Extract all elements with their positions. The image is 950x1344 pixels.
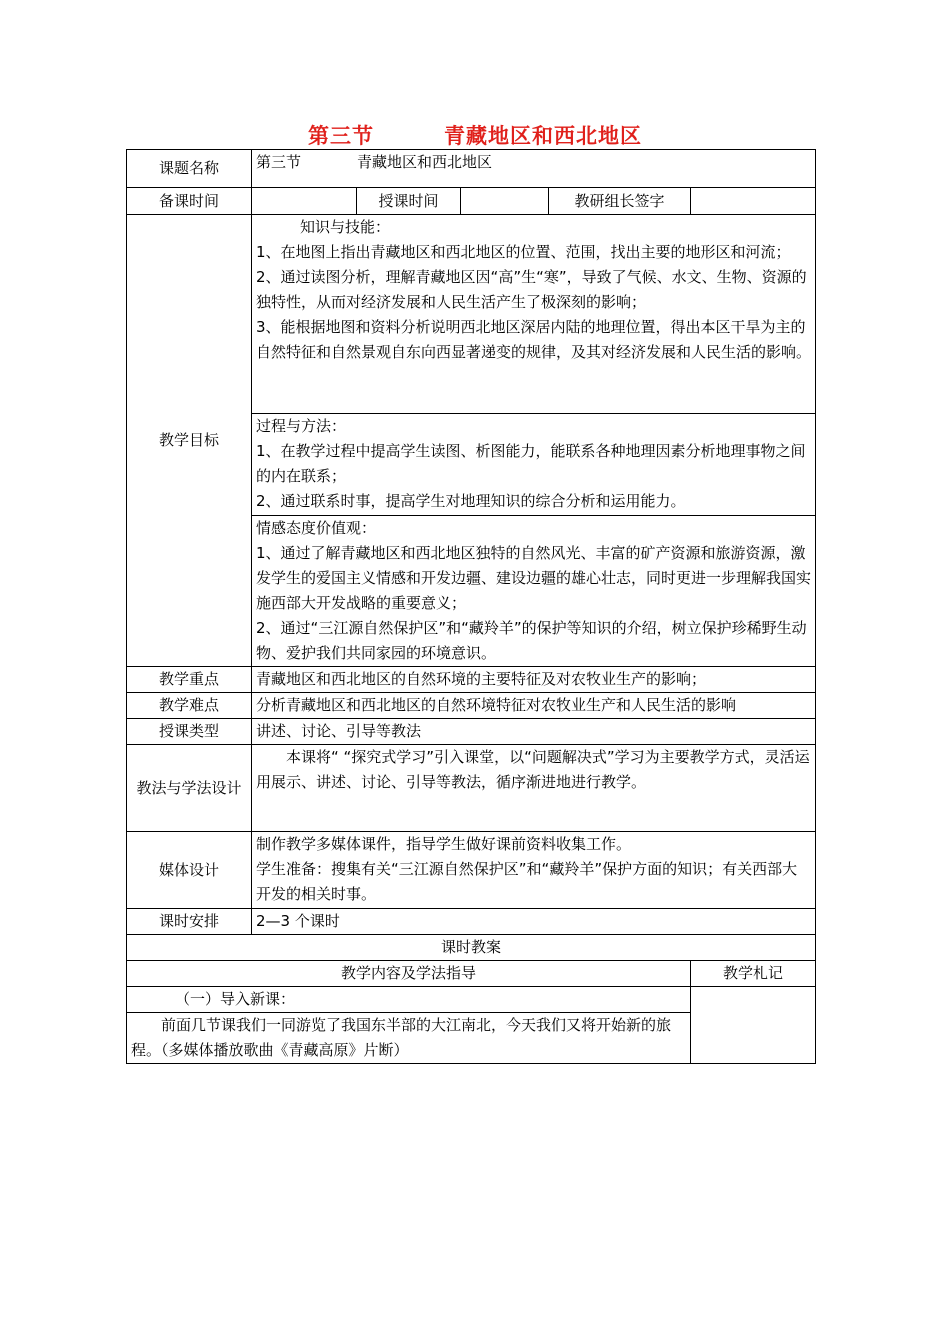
schedule-value: 2—3 个课时: [252, 909, 816, 935]
process-heading: 过程与方法：: [256, 417, 347, 435]
sign-cell: [691, 188, 816, 215]
media-item: 学生准备：搜集有关“三江源自然保护区”和“藏羚羊”保护方面的知识；有关西部大开发的相关时事。: [256, 860, 798, 903]
process-cell: [252, 414, 816, 516]
emotion-item: 2、通过“三江源自然保护区”和“藏羚羊”的保护等知识的介绍，树立保护珍稀野生动物、爱护我们共同家园的环境意识。: [256, 619, 807, 662]
page-title: [0, 120, 950, 150]
method-cell: [252, 745, 816, 832]
prep-time-cell: [252, 188, 357, 215]
intro-heading-cell: [127, 987, 691, 1013]
teach-time-cell: [461, 188, 549, 215]
method-value: 本课将“ “探究式学习”引入课堂，以“问题解决式”学习为主要教学方式，灵活运用展示、讲述、讨论、引导等教法，循序渐进地进行教学。: [256, 748, 810, 791]
key-point-value: 青藏地区和西北地区的自然环境的主要特征及对农牧业生产的影响；: [252, 667, 816, 693]
knowledge-item: 3、能根据地图和资料分析说明西北地区深居内陆的地理位置，得出本区干旱为主的自然特征和自然景观自东向西显著递变的规律，及其对经济发展和人民生活的影响。: [256, 318, 812, 361]
lesson-type-row: [127, 719, 816, 745]
key-point-label: 教学重点: [127, 667, 252, 693]
lesson-plan-header-row: [127, 935, 816, 961]
key-point-row: [127, 667, 816, 693]
teach-time-label: 授课时间: [357, 188, 461, 215]
topic-label: 课题名称: [127, 150, 252, 188]
topic-value: 第三节 青藏地区和西北地区: [252, 150, 816, 188]
media-label: 媒体设计: [127, 832, 252, 909]
method-label: 教法与学法设计: [127, 745, 252, 832]
intro-heading: （一）导入新课：: [175, 990, 296, 1008]
sign-label: 教研组长签字: [549, 188, 691, 215]
schedule-label: 课时安排: [127, 909, 252, 935]
lesson-plan-table: [126, 149, 816, 1064]
prep-row: [127, 188, 816, 215]
difficulty-label: 教学难点: [127, 693, 252, 719]
emotion-heading: 情感态度价值观：: [256, 519, 377, 537]
objectives-label: 教学目标: [127, 215, 252, 667]
method-row: [127, 745, 816, 832]
schedule-row: [127, 909, 816, 935]
emotion-item: 1、通过了解青藏地区和西北地区独特的自然风光、丰富的矿产资源和旅游资源，激发学生的爱国主义情感和开发边疆、建设边疆的雄心壮志，同时更进一步理解我国实施西部大开发战略的重要意义；: [256, 544, 812, 612]
emotion-cell: [252, 516, 816, 667]
media-cell: [252, 832, 816, 909]
knowledge-item: 2、通过读图分析，理解青藏地区因“高”生“寒”，导致了气候、水文、生物、资源的独特性，从而对经济发展和人民生活产生了极深刻的影响；: [256, 268, 807, 311]
notes-header: 教学札记: [691, 961, 816, 987]
title-section: 第三节: [308, 124, 374, 148]
topic-row: [127, 150, 816, 188]
intro-heading-row: [127, 987, 816, 1013]
difficulty-row: [127, 693, 816, 719]
difficulty-value: 分析青藏地区和西北地区的自然环境特征对农牧业生产和人民生活的影响: [252, 693, 816, 719]
knowledge-heading: 知识与技能：: [300, 218, 391, 236]
prep-label: 备课时间: [127, 188, 252, 215]
media-item: 制作教学多媒体课件，指导学生做好课前资料收集工作。: [256, 835, 632, 853]
lesson-type-value: 讲述、讨论、引导等教法: [252, 719, 816, 745]
process-item: 2、通过联系时事，提高学生对地理知识的综合分析和运用能力。: [256, 492, 686, 510]
content-header-row: [127, 961, 816, 987]
knowledge-item: 1、在地图上指出青藏地区和西北地区的位置、范围，找出主要的地形区和河流；: [256, 243, 791, 261]
content-header: 教学内容及学法指导: [127, 961, 691, 987]
media-row: [127, 832, 816, 909]
intro-text: 前面几节课我们一同游览了我国东半部的大江南北，今天我们又将开始新的旅程。（多媒体播放歌曲《青藏高原》片断）: [131, 1016, 672, 1059]
process-item: 1、在教学过程中提高学生读图、析图能力，能联系各种地理因素分析地理事物之间的内在联系；: [256, 442, 806, 485]
lesson-type-label: 授课类型: [127, 719, 252, 745]
lesson-plan-header: 课时教案: [127, 935, 816, 961]
notes-cell: [691, 987, 816, 1064]
objectives-knowledge-row: [127, 215, 816, 414]
intro-text-cell: [127, 1013, 691, 1064]
knowledge-cell: [252, 215, 816, 414]
title-topic: 青藏地区和西北地区: [444, 124, 642, 148]
